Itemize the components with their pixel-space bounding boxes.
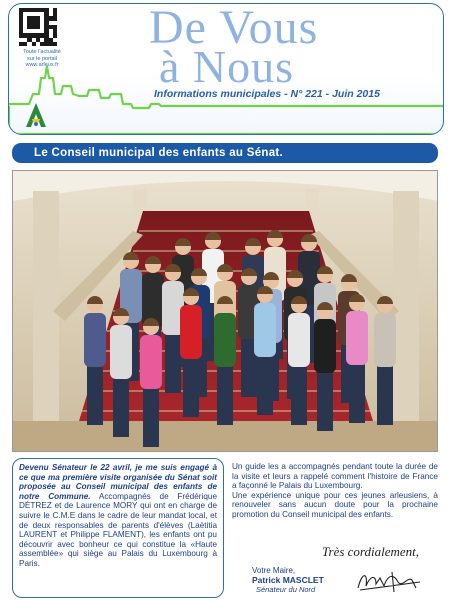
person-figure: [288, 313, 310, 367]
section-banner: Le Conseil municipal des enfants au Sénat.: [12, 143, 438, 163]
issue-subtitle: Informations municipales - N° 221 - Juin 2015: [154, 88, 380, 100]
qr-code-icon[interactable]: [19, 8, 57, 46]
person-figure: [214, 313, 236, 367]
signer-title: Votre Maire,: [252, 566, 296, 575]
person-legs: [257, 355, 273, 415]
person-figure: [374, 313, 396, 367]
person-figure: [180, 305, 202, 359]
person-legs: [317, 371, 333, 431]
article-lead: Devenu Sénateur le 22 avril, je me suis engagé à ce que ma première visite organisée du Sénat soit proposée au Conseil municipal des enfants de notre Commune.: [19, 463, 217, 501]
portal-note-line: sur le portail: [27, 55, 57, 62]
person-figure: [84, 313, 106, 367]
masthead-title: De Vous: [149, 3, 319, 54]
signature-block: [232, 540, 442, 598]
person-legs: [349, 363, 365, 423]
portal-note-line: Toute l'actualité: [23, 49, 61, 55]
group-photo: [12, 170, 438, 452]
person-legs: [143, 387, 159, 447]
article-paragraph: Une expérience unique pour ces jeunes arleusiens, à renouveler sans aucun doute pour la prochaine promotion du Conseil municipal des enfants.: [232, 490, 438, 519]
person-legs: [217, 365, 233, 425]
person-figure: [110, 325, 132, 379]
portal-url[interactable]: www.arleux.fr: [25, 62, 59, 68]
article-body: Accompagnés de Frédérique DÉTREZ et de Laurence MORY qui ont en charge de suivre le C.M.E dans le cadre de leur mandat local, et de deux responsables de parents d'élèves (Laëtitia LAURENT et Philippe FLAMENT), les enfants ont pu découvrir avec bonheur ce qui constitue la «Haute assemblée» qui siège au Palais du Luxembourg à Paris.: [19, 491, 217, 568]
person-legs: [113, 377, 129, 437]
article-paragraph: Un guide les a accompagnés pendant toute la durée de la visite et leurs a rappelé comment l'histoire de France a façonné le Palais du Luxembourg.: [232, 462, 438, 491]
person-legs: [291, 365, 307, 425]
person-figure: [254, 303, 276, 357]
person-legs: [165, 333, 181, 393]
person-legs: [183, 357, 199, 417]
senate-staircase-photo: [13, 171, 438, 452]
masthead-title: à Nous: [159, 41, 295, 92]
masthead: [8, 3, 444, 135]
signer-name: Patrick MASCLET: [252, 575, 324, 585]
signer-role: Sénateur du Nord: [256, 585, 316, 594]
person-legs: [377, 365, 393, 425]
person-figure: [346, 311, 368, 365]
handwritten-signature: [354, 568, 426, 594]
person-legs: [87, 365, 103, 425]
town-logo-icon: [25, 102, 47, 128]
handwritten-greeting: Très cordialement,: [322, 544, 420, 559]
person-figure: [314, 319, 336, 373]
article-left-column: [12, 458, 224, 598]
person-figure: [140, 335, 162, 389]
